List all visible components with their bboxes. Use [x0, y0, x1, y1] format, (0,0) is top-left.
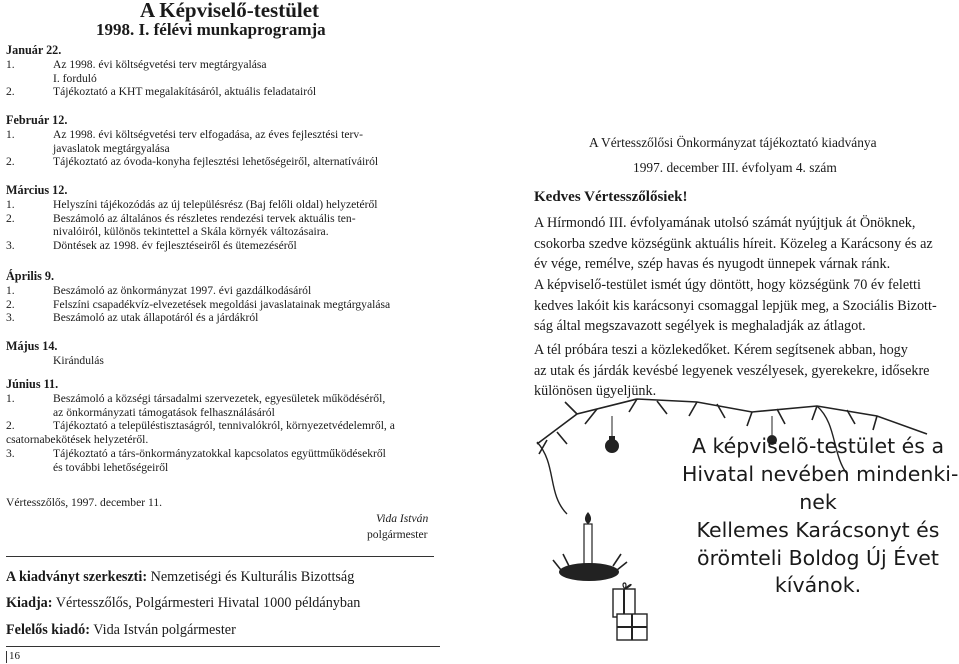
item-text: Az 1998. évi költségvetési terv megtárgyalása [53, 57, 267, 71]
item-number: 2. [6, 297, 15, 311]
item-number: 2. [6, 155, 15, 169]
item-continuation: és további lehetőségeiről [53, 461, 169, 475]
holiday-wish [682, 433, 959, 600]
agenda-item [6, 128, 378, 142]
agenda-item [6, 239, 378, 253]
item-text: Felszíni csapadékvíz-elvezetések megoldási javaslatainak megtárgyalása [53, 297, 391, 311]
page-number: 16 [9, 650, 20, 662]
text-line: A képviselő-testület ismét úgy döntött, hogy községünk 70 év feletti [534, 277, 921, 293]
signer-name: Vida István [376, 512, 429, 525]
month-may [6, 339, 104, 368]
publisher-line [6, 595, 360, 612]
agenda-item [6, 419, 395, 433]
publication-line: A Vértesszőlősi Önkormányzat tájékoztató kiadványa [589, 135, 877, 150]
item-continuation: az önkormányzati támogatások felhasználásáról [53, 405, 275, 419]
agenda-item [6, 58, 316, 72]
item-number: 1. [6, 57, 15, 71]
agenda-item [6, 155, 378, 169]
text-line: év vége, remélve, szép havas és nyugodt ünnepek várnak ránk. [534, 256, 891, 273]
month-heading: Június 11. [6, 377, 59, 391]
item-number: 2. [6, 85, 15, 99]
text-line: csokorba szedve községünk aktuális híreit. Közeleg a Karácsony és az [534, 235, 933, 252]
candle-icon [553, 512, 627, 581]
item-continuation: csatornabekötések helyzetéről. [6, 433, 149, 447]
document-subtitle: 1998. I. félévi munkaprogramja [96, 20, 326, 39]
wish-line: kívánok. [774, 573, 862, 598]
agenda-item [6, 311, 390, 325]
gift-icon [613, 583, 647, 640]
responsible-value: Vida István polgármester [89, 622, 236, 638]
greeting: Kedves Vértesszőlősiek! [534, 189, 688, 205]
paragraph-2 [534, 275, 937, 337]
item-text: Tájékoztató a társ-önkormányzatokkal kapcsolatos együttműködésekről [53, 447, 386, 461]
item-text: Kirándulás [53, 353, 104, 367]
divider-line [6, 556, 434, 557]
wish-line: A képviselõ-testület és a [691, 434, 945, 458]
publisher-label: Kiadja: [6, 595, 53, 611]
month-march [6, 183, 378, 253]
month-june [6, 377, 395, 475]
wish-line: Kellemes Karácsonyt és [696, 517, 940, 542]
place-date: Vértesszőlős, 1997. december 11. [6, 496, 163, 509]
agenda-item [6, 85, 316, 99]
item-text: Beszámoló az önkormányzat 1997. évi gazdálkodásáról [53, 283, 312, 297]
item-text: Beszámoló a községi társadalmi szervezetek, egyesületek működéséről, [53, 391, 386, 405]
item-text: Tájékoztató az óvoda-konyha fejlesztési lehetőségeiről, alternatíváiról [53, 155, 379, 169]
text-line: különösen ügyeljünk. [534, 383, 657, 400]
publisher-value: Vértesszőlős, Polgármesteri Hivatal 1000 példányban [52, 595, 361, 611]
paragraph-1 [534, 213, 933, 275]
text-line: az utak és járdák kevésbé legyenek veszélyesek, gyerekekre, idősekre [534, 362, 930, 379]
item-number: 3. [6, 239, 15, 253]
document-title: A Képviselő-testület [140, 0, 320, 22]
editor-line [6, 569, 354, 586]
item-number: 2. [6, 419, 15, 433]
wish-line: örömteli Boldog Új Évet [697, 545, 939, 570]
issue-line: 1997. december III. évfolyam 4. szám [633, 160, 837, 175]
responsible-label: Felelős kiadó: [6, 622, 90, 638]
month-february [6, 113, 378, 169]
responsible-line [6, 622, 236, 639]
text-line: A tél próbára teszi a közlekedőket. Kérem segítsenek abban, hogy [534, 342, 908, 358]
item-number: 1. [6, 197, 15, 211]
item-number: 1. [6, 283, 15, 297]
item-number: 1. [6, 127, 15, 141]
item-text: Tájékoztató a településtisztaságról, tennivalókról, környezetvédelemről, a [53, 419, 395, 433]
item-number: 3. [6, 447, 15, 461]
item-text: Az 1998. évi költségvetési terv elfogadása, az éves fejlesztési terv- [53, 127, 364, 141]
item-number: 2. [6, 211, 15, 225]
item-continuation: javaslatok megtárgyalása [53, 141, 170, 155]
item-text: Döntések az 1998. év fejlesztéseiről és ütemezéséről [53, 239, 297, 253]
footer-rule [6, 646, 440, 647]
agenda-item [6, 392, 395, 406]
agenda-item [6, 284, 390, 298]
editor-label: A kiadványt szerkeszti: [6, 569, 148, 585]
wish-line: Hivatal nevében mindenki- [682, 461, 959, 486]
item-number: 3. [6, 311, 15, 325]
month-heading: Április 9. [6, 269, 55, 283]
month-heading: Május 14. [6, 339, 58, 353]
item-text: Tájékoztató a KHT megalakításáról, aktuális feladatairól [53, 85, 317, 99]
editor-value: Nemzetiségi és Kulturális Bizottság [147, 569, 355, 585]
item-continuation: nivalóiról, különös tekintettel a Skála környék változásaira. [53, 225, 329, 239]
item-number: 1. [6, 391, 15, 405]
month-april [6, 269, 390, 325]
agenda-item [6, 212, 378, 226]
text-line: kedves lakóit kis karácsonyi csomaggal lepjük meg, a Szociális Bizott- [534, 297, 937, 314]
agenda-item [6, 298, 390, 312]
item-continuation: I. forduló [53, 71, 97, 85]
month-heading: Január 22. [6, 43, 62, 57]
item-text: Beszámoló az általános és részletes rendezési tervek aktuális ten- [53, 211, 356, 225]
signer-title: polgármester [367, 528, 428, 541]
paragraph-3 [534, 340, 929, 402]
item-text: Helyszíni tájékozódás az új településrész (Baj felőli oldal) helyzetéről [53, 197, 378, 211]
text-line: A Hírmondó III. évfolyamának utolsó számát nyújtjuk át Önöknek, [534, 215, 916, 231]
month-heading: Február 12. [6, 113, 68, 127]
text-line: ság által megszavazott segélyek is meghaladják az átlagot. [534, 318, 866, 335]
wish-line: nek [799, 489, 837, 514]
agenda-item [6, 447, 395, 461]
month-january [6, 43, 316, 99]
month-heading: Március 12. [6, 183, 68, 197]
agenda-item [6, 198, 378, 212]
item-text: Beszámoló az utak állapotáról és a járdákról [53, 311, 259, 325]
